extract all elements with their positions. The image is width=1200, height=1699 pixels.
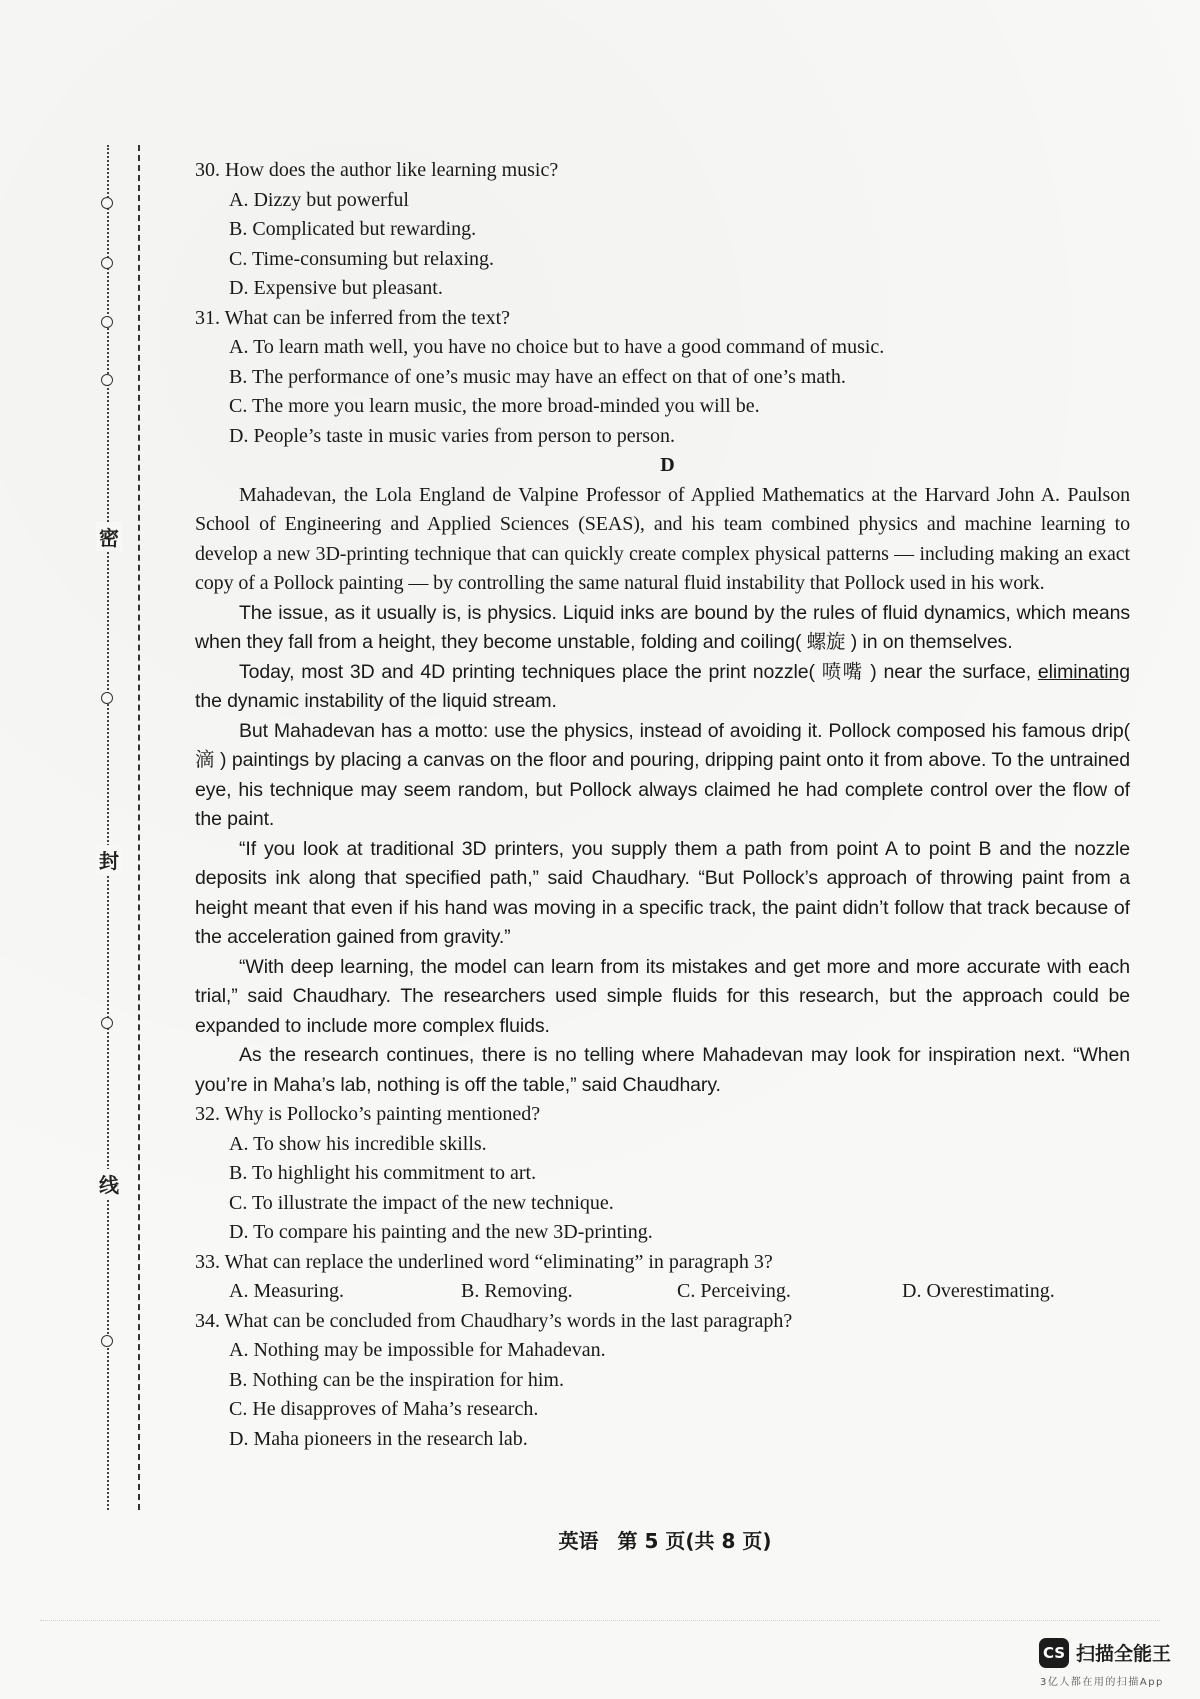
watermark-tagline: 3亿人都在用的扫描App [1040, 1677, 1164, 1688]
answer-option: D. Expensive but pleasant. [229, 277, 443, 299]
scan-edge [40, 1620, 1160, 1621]
answer-option: D. To compare his painting and the new 3D-printing. [229, 1221, 653, 1243]
answer-option: A. Dizzy but powerful [229, 188, 409, 211]
answer-option: A. Nothing may be impossible for Mahadevan. [229, 1339, 606, 1361]
question-stem: 30. How does the author like learning music? [195, 159, 559, 181]
answer-option: B. Complicated but rewarding. [229, 218, 477, 240]
answer-option: D. Maha pioneers in the research lab. [229, 1427, 528, 1450]
binding-dotted-line [107, 145, 109, 1510]
underlined-word: eliminating [1037, 660, 1130, 683]
seal-char-feng: 封 [96, 845, 122, 874]
passage-paragraph-3 [195, 658, 1130, 717]
page-footer [0, 1525, 1200, 1554]
question-stem: 31. What can be inferred from the text? [195, 306, 511, 329]
binding-hole [101, 374, 113, 386]
binding-dashed-line [138, 145, 140, 1510]
passage-paragraph: The issue, as it usually is, is physics. Liquid inks are bound by the rules of fluid dynamics, which means when they fall from a height, they become unstable, folding and coiling( 螺旋 ) in on themselves. [195, 601, 1130, 653]
binding-hole [101, 1017, 113, 1029]
answer-option: A. Measuring. [229, 1280, 344, 1302]
exam-content [195, 156, 1130, 1454]
passage-paragraph: “With deep learning, the model can learn from its mistakes and get more and more accurate with each trial,” said Chaudhary. The researchers used simple fluids for this research, but the approach could be expanded to include more complex fluids. [195, 955, 1130, 1037]
binding-hole [101, 1335, 113, 1347]
answer-option: C. He disapproves of Maha’s research. [229, 1398, 539, 1420]
binding-hole [101, 197, 113, 209]
seal-char-mi: 密 [96, 522, 122, 551]
passage-paragraph: As the research continues, there is no telling where Mahadevan may look for inspiration next. “When you’re in Maha’s lab, nothing is off the table,” said Chaudhary. [195, 1044, 1130, 1096]
paragraph-text: the dynamic instability of the liquid stream. [195, 690, 557, 712]
passage-paragraph: Mahadevan, the Lola England de Valpine Professor of Applied Mathematics at the Harvard John A. Paulson School of Engineering and Applied Sciences (SEAS), and his team combined physics and machine learning to develop a new 3D-printing technique that can quickly create complex physical patterns — including making an exact copy of a Pollock painting — by controlling the same natural fluid instability that Pollock used in his work. [195, 483, 1130, 594]
footer-subject: 英语 [558, 1529, 599, 1553]
answer-option: C. The more you learn music, the more broad-minded you will be. [229, 395, 760, 417]
answer-option: A. To learn math well, you have no choice but to have a good command of music. [229, 336, 885, 358]
answer-option: B. Removing. [461, 1280, 573, 1302]
passage-paragraph: “If you look at traditional 3D printers, you supply them a path from point A to point B and the nozzle deposits ink along that specified path,” said Chaudhary. “But Pollock’s approach of throwing paint from a height meant that even if his hand was moving in a specific track, the paint didn’t follow that track because of the acceleration gained from gravity.” [195, 837, 1130, 948]
answer-option: D. Overestimating. [902, 1280, 1055, 1302]
answer-option: D. People’s taste in music varies from person to person. [229, 424, 676, 447]
answer-option: A. To show his incredible skills. [229, 1132, 487, 1155]
answer-option: B. Nothing can be the inspiration for him. [229, 1368, 564, 1391]
question-stem: 34. What can be concluded from Chaudhary’s words in the last paragraph? [195, 1309, 793, 1332]
section-title: D [660, 454, 675, 476]
answer-option: B. To highlight his commitment to art. [229, 1162, 537, 1184]
answer-options-row [229, 1277, 1130, 1307]
answer-option: B. The performance of one’s music may have an effect on that of one’s math. [229, 365, 846, 388]
binding-hole [101, 316, 113, 328]
binding-hole [101, 692, 113, 704]
question-stem: 32. Why is Pollocko’s painting mentioned? [195, 1103, 541, 1125]
watermark-app-name: 扫描全能王 [1076, 1643, 1172, 1665]
camscanner-logo-icon: CS [1039, 1638, 1069, 1668]
footer-page-number: 第 5 页(共 8 页) [617, 1529, 772, 1553]
seal-char-xian: 线 [96, 1169, 122, 1198]
answer-option: C. Perceiving. [677, 1280, 791, 1302]
passage-paragraph: But Mahadevan has a motto: use the physics, instead of avoiding it. Pollock composed his famous drip( 滴 ) paintings by placing a canvas on the floor and pouring, dripping paint onto it from above. To the untrained eye, his technique may seem random, but Pollock always claimed he had complete control over the flow of the paint. [195, 719, 1130, 830]
paragraph-text: Today, most 3D and 4D printing techniques place the print nozzle( 喷嘴 ) near the surface, [239, 660, 1038, 683]
answer-option: C. Time-consuming but relaxing. [229, 247, 494, 270]
binding-hole [101, 257, 113, 269]
question-stem: 33. What can replace the underlined word “eliminating” in paragraph 3? [195, 1250, 773, 1273]
answer-option: C. To illustrate the impact of the new technique. [229, 1191, 614, 1214]
